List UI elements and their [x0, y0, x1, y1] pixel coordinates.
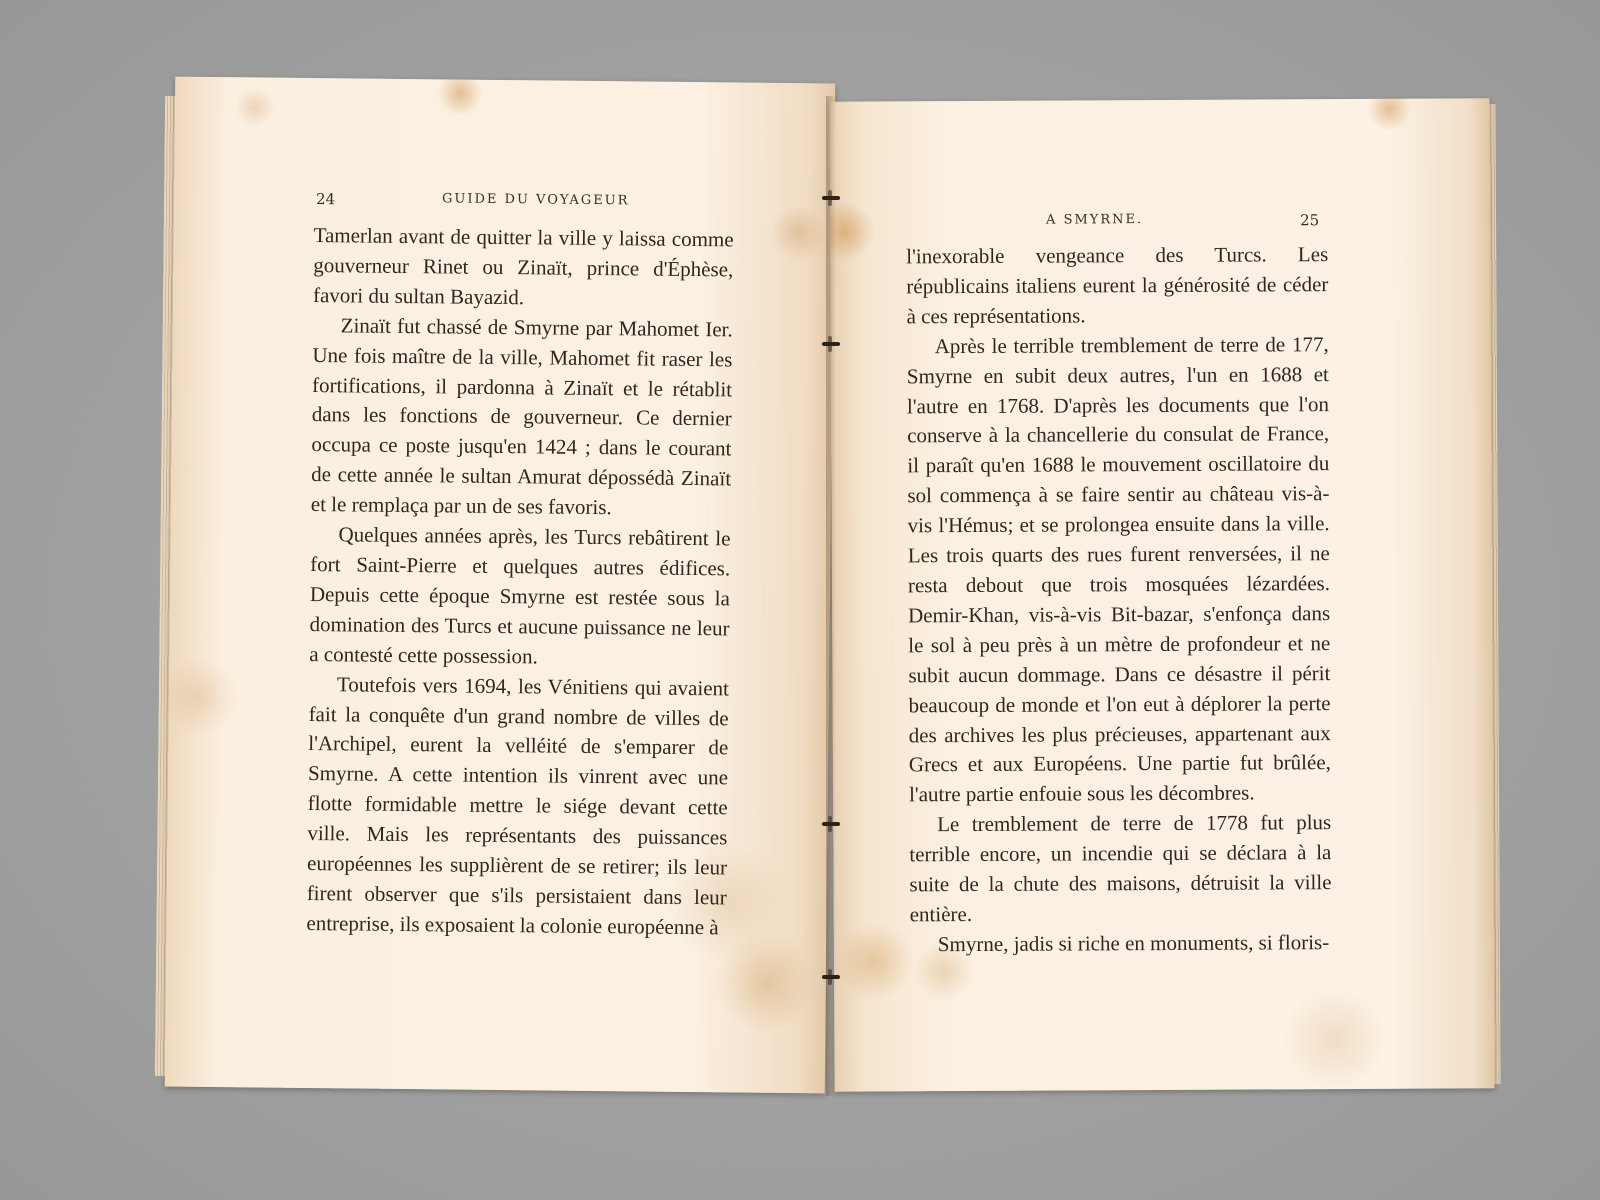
left-running-head [174, 189, 834, 218]
right-paragraph-2: Après le terrible tremblement de terre de 177, Smyrne en subit deux autres, l'un en 1688 et l'autre en 1768. D'après les documents que l'on conserve à la chancellerie du consulat de France, il paraît qu'en 1688 le mouvement oscillatoire du sol commença à se faire sentir au château vis-à-vis l'Hémus; et se prolongea ensuite dans la ville. Les trois quarts des rues furent renversées, il ne resta debout que trois mosquées lézardées. Demir-Khan, vis-à-vis Bit-bazar, s'enfonça dans le sol à peu près à un mètre de profondeur et ne subit aucun dommage. Dans ce désastre il périt beaucoup de monde et l'on eut à déplorer la perte des archives les plus précieuses, appartenant aux Grecs et aux Européens. Une partie fut brûlée, l'autre partie enfouie sous les décombres. [906, 331, 1331, 807]
left-page [165, 77, 836, 1094]
binding-stitch [822, 975, 840, 979]
left-paragraph-3: Quelques années après, les Turcs rebâtirent le fort Saint-Pierre et quelques autres édifices. Depuis cette époque Smyrne est restée sous la domination des Turcs et aucune puissance ne leur a contesté cette possession. [309, 522, 731, 669]
right-running-head [830, 210, 1490, 235]
right-paragraph-1: l'inexorable vengeance des Turcs. Les républicains italiens eurent la générosité de céder à ces représentations. [906, 242, 1329, 329]
left-paragraph-4: Toutefois vers 1694, les Vénitiens qui avaient fait la conquête d'un grand nombre de villes de l'Archipel, eurent la velléité de s'emparer de Smyrne. A cette intention ils vinrent avec une flotte formidable mettre le siége devant cette ville. Mais les représentants des puissances européennes les supplièrent de se retirer; ils leur firent observer que s'ils persistaient dans leur entreprise, ils exposaient la colonie européenne à [306, 671, 730, 940]
left-paragraph-1: Tamerlan avant de quitter la ville y laissa comme gouverneur Rinet ou Zinaït, prince d'Éphèse, favori du sultan Bayazid. [312, 223, 734, 310]
right-page [829, 98, 1494, 1091]
book-gutter [826, 96, 836, 1096]
right-running-head-title: A SMYRNE. [1045, 212, 1144, 228]
left-paragraph-2: Zinaït fut chassé de Smyrne par Mahomet Ier. Une fois maître de la ville, Mahomet fit raser les fortifications, il pardonna à Zinaït et le rétablit dans les fonctions de gouverneur. Ce dernier occupa ce poste jusqu'en 1424 ; dans le courant de cette année le sultan Amurat dépossédà Zinaït et le remplaça par un de ses favoris. [310, 313, 733, 520]
right-page-number: 25 [1299, 211, 1320, 230]
binding-stitch [822, 342, 840, 346]
right-page-body [906, 240, 1332, 960]
right-paragraph-4: Smyrne, jadis si riche en monuments, si floris- [937, 929, 1330, 957]
left-running-head-title: GUIDE DU VOYAGEUR [441, 191, 630, 209]
right-paragraph-3: Le tremblement de terre de 1778 fut plus terrible encore, un incendie qui se déclara à la suite de la chute des maisons, détruisit la ville entière. [909, 810, 1332, 927]
binding-stitch [822, 822, 840, 826]
binding-stitch [822, 196, 840, 200]
left-page-number: 24 [315, 190, 336, 209]
left-page-body [306, 221, 733, 943]
